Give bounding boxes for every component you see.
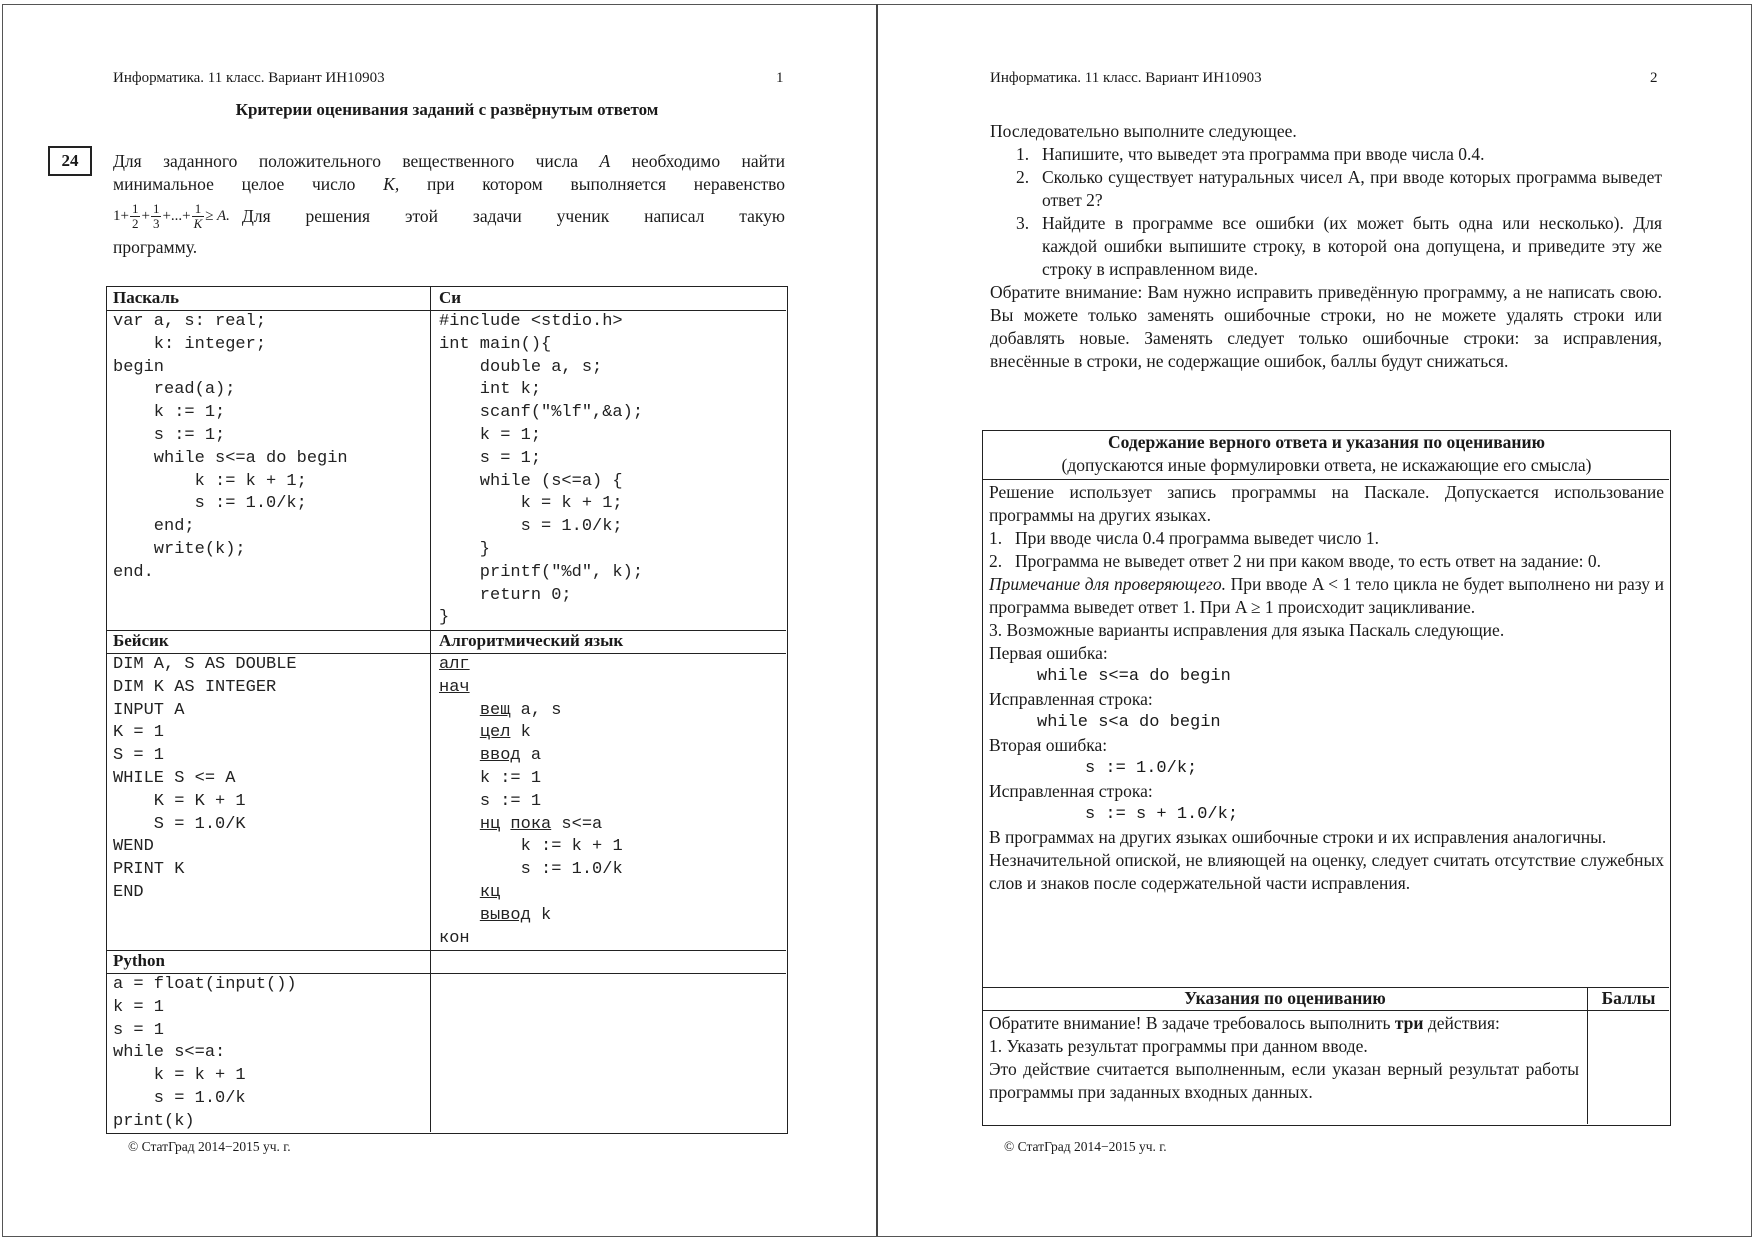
header-algo: Алгоритмический язык	[439, 631, 624, 650]
algo-keyword: цел	[479, 723, 511, 743]
algo-text: a, s	[510, 700, 562, 720]
inequality-formula: 1+ $\frac{1}{2}$ + $\frac{1}{3}$ +...+ $\frac{1}{K}$ ≥ A.	[113, 200, 230, 231]
header-basic: Бейсик	[113, 631, 169, 650]
answer-number: 1.	[989, 528, 1003, 548]
page-2	[878, 0, 1754, 1239]
algo-text: k	[530, 905, 552, 925]
answer-2	[989, 550, 1664, 573]
grading-emphasis: три	[1394, 1013, 1424, 1033]
algo-keyword: пока	[510, 814, 552, 834]
algo-text: k := 1	[479, 768, 542, 788]
fix-1-label: Исправленная строка:	[989, 689, 1153, 709]
criteria-table	[982, 430, 1671, 1126]
item-text: Найдите в программе все ошибки (их может быть одна или несколько). Для каждой ошибки выпишите строку, в которой она допущена, и приведите эту же строку в исправленном виде.	[1042, 213, 1662, 279]
algo-text: s := 1	[479, 791, 542, 811]
error-1-code: while s<=a do begin	[1037, 667, 1231, 686]
error-2-code: s := 1.0/k;	[1085, 759, 1198, 778]
instructions-list	[990, 143, 1662, 281]
page-number: 1	[776, 70, 784, 86]
grading-text-part: действия:	[1427, 1013, 1500, 1033]
algo-text: k := k + 1	[520, 837, 623, 857]
algo-text: a	[520, 746, 542, 766]
algo-keyword: кон	[439, 928, 470, 948]
item-number: 3.	[1016, 213, 1030, 233]
grading-text-part: Обратите внимание! В задаче требовалось выполнить	[989, 1013, 1391, 1033]
algo-keyword: вещ	[479, 700, 511, 720]
remark-text: При вводе A < 1 тело цикла не будет выполнено ни разу и программа выведет ответ 1. При A ≥ 1 происходит зацикливание.	[989, 574, 1664, 617]
error-2-label: Вторая ошибка:	[989, 735, 1108, 755]
task-line-1	[113, 150, 785, 173]
answer-text: Программа не выведет ответ 2 ни при каком вводе, то есть ответ на задание: 0.	[1015, 551, 1602, 571]
fraction	[151, 202, 162, 231]
answer-1	[989, 527, 1664, 550]
pascal-code: var a, s: real; k: integer; begin read(a); k := 1; s := 1; while s<=a do begin k := k + 1; s := 1.0/k; end; write(k); end.	[113, 312, 348, 582]
instructions	[990, 120, 1662, 373]
answer-text: При вводе числа 0.4 программа выведет число 1.	[1015, 528, 1379, 548]
page-header: Информатика. 11 класс. Вариант ИН10903	[113, 70, 385, 86]
task-text: Для заданного положительного вещественного числа	[113, 151, 579, 171]
task-text: минимальное целое число	[113, 174, 356, 194]
item-number: 2.	[1016, 167, 1030, 187]
task-line-3	[113, 196, 785, 236]
item-number: 1.	[1016, 144, 1030, 164]
list-item	[1016, 143, 1662, 166]
grading-line-1	[989, 1012, 1579, 1035]
denominator: 3	[152, 215, 160, 231]
fix-2-label: Исправленная строка:	[989, 781, 1153, 801]
code-table	[106, 286, 788, 1134]
task-text: при котором выполняется неравенство	[426, 174, 786, 194]
algo-keyword: алг	[439, 655, 470, 674]
algo-text: s := 1.0/k	[520, 860, 623, 880]
algo-text: k	[510, 723, 531, 743]
grading-text	[989, 1012, 1579, 1104]
column-divider	[430, 287, 431, 1132]
basic-code: DIM A, S AS DOUBLE DIM K AS INTEGER INPUT A K = 1 S = 1 WHILE S <= A K = K + 1 S = 1.0/K WEND PRINT K END	[113, 655, 297, 902]
row-line	[983, 479, 1669, 480]
page-header: Информатика. 11 класс. Вариант ИН10903	[990, 70, 1262, 86]
c-code: #include <stdio.h> int main(){ double a, s; int k; scanf("%lf",&a); k = 1; s = 1; while (s<=a) { k = k + 1; s = 1.0/k; } printf("%d", k); return 0; }	[439, 312, 644, 628]
page-footer: © СтатГрад 2014−2015 уч. г.	[1004, 1139, 1167, 1154]
task-text: необходимо найти	[631, 151, 786, 171]
error-1-label: Первая ошибка:	[989, 643, 1108, 663]
page-number: 2	[1650, 70, 1658, 86]
points-header: Баллы	[1601, 988, 1656, 1008]
formula-part: +...+	[162, 207, 191, 224]
numerator: 1	[192, 202, 205, 217]
remark	[989, 573, 1664, 619]
task-line-2	[113, 173, 785, 196]
instructions-note: Обратите внимание: Вам нужно исправить приведённую программу, а не написать свою. Вы можете только заменять ошибочные строки, но не можете удалять строки или добавлять новые. Заменять следует только ошибочные строки: за исправления, внесённые в строки, не содержащие ошибок, баллы будут снижаться.	[990, 282, 1662, 371]
grading-line-2: 1. Указать результат программы при данном вводе.	[989, 1036, 1368, 1056]
fix-2-code: s := s + 1.0/k;	[1085, 805, 1239, 824]
remark-label: Примечание для проверяющего.	[989, 574, 1226, 594]
minor-typo-note: Незначительной опиской, не влияющей на оценку, следует считать отсутствие служебных слов и знаков после содержательной части исправления.	[989, 850, 1664, 893]
fraction	[192, 202, 205, 231]
var-a: A	[599, 151, 611, 171]
denominator: K	[193, 215, 203, 231]
header-c: Си	[439, 288, 462, 307]
algo-keyword: нц	[479, 814, 501, 834]
task-text: Для решения этой задачи ученик написал такую	[241, 205, 785, 226]
instructions-intro: Последовательно выполните следующее.	[990, 121, 1297, 141]
formula-part: 1+	[113, 207, 129, 224]
page-footer: © СтатГрад 2014−2015 уч. г.	[128, 1139, 291, 1154]
denominator: 2	[131, 215, 139, 231]
header-pascal: Паскаль	[113, 288, 179, 307]
task-statement	[113, 150, 785, 259]
python-code: a = float(input()) k = 1 s = 1 while s<=a: k = k + 1 s = 1.0/k print(k)	[113, 975, 297, 1131]
header-python: Python	[113, 951, 165, 970]
answer-3: 3. Возможные варианты исправления для языка Паскаль следующие.	[989, 620, 1505, 640]
task-number-box: 24	[48, 146, 92, 176]
algo-keyword: кц	[479, 882, 501, 902]
numerator: 1	[131, 200, 139, 216]
list-item	[1016, 166, 1662, 212]
item-text: Сколько существует натуральных чисел A, при вводе которых программа выведет ответ 2?	[1042, 167, 1662, 210]
row-line	[983, 1010, 1669, 1011]
algo-keyword: вывод	[479, 905, 531, 925]
criteria-intro: Решение использует запись программы на Паскале. Допускается использование программы на других языках.	[989, 482, 1664, 525]
fix-1-code: while s<a do begin	[1037, 713, 1221, 732]
var-k: K,	[383, 174, 400, 194]
page-title: Критерии оценивания заданий с развёрнутым ответом	[235, 100, 659, 119]
answer-number: 2.	[989, 551, 1003, 571]
numerator: 1	[152, 200, 160, 216]
algo-text: s<=a	[551, 814, 603, 834]
other-languages-note: В программах на других языках ошибочные строки и их исправления аналогичны.	[989, 827, 1607, 847]
algo-keyword: нач	[439, 677, 470, 697]
criteria-subtitle: (допускаются иные формулировки ответа, не искажающие его смысла)	[1061, 455, 1592, 475]
algo-keyword: ввод	[479, 746, 521, 766]
criteria-answer	[989, 481, 1664, 895]
fraction	[130, 202, 141, 231]
criteria-title: Содержание верного ответа и указания по оцениванию	[1108, 432, 1545, 452]
algo-code	[439, 654, 623, 950]
item-text: Напишите, что выведет эта программа при вводе числа 0.4.	[1042, 144, 1485, 164]
grading-line-3: Это действие считается выполненным, если указан верный результат работы программы при заданных входных данных.	[989, 1059, 1579, 1102]
grading-header: Указания по оцениванию	[1184, 988, 1386, 1008]
formula-part: ≥ A.	[205, 207, 230, 224]
list-item	[1016, 212, 1662, 281]
task-line-4: программу.	[113, 237, 198, 257]
